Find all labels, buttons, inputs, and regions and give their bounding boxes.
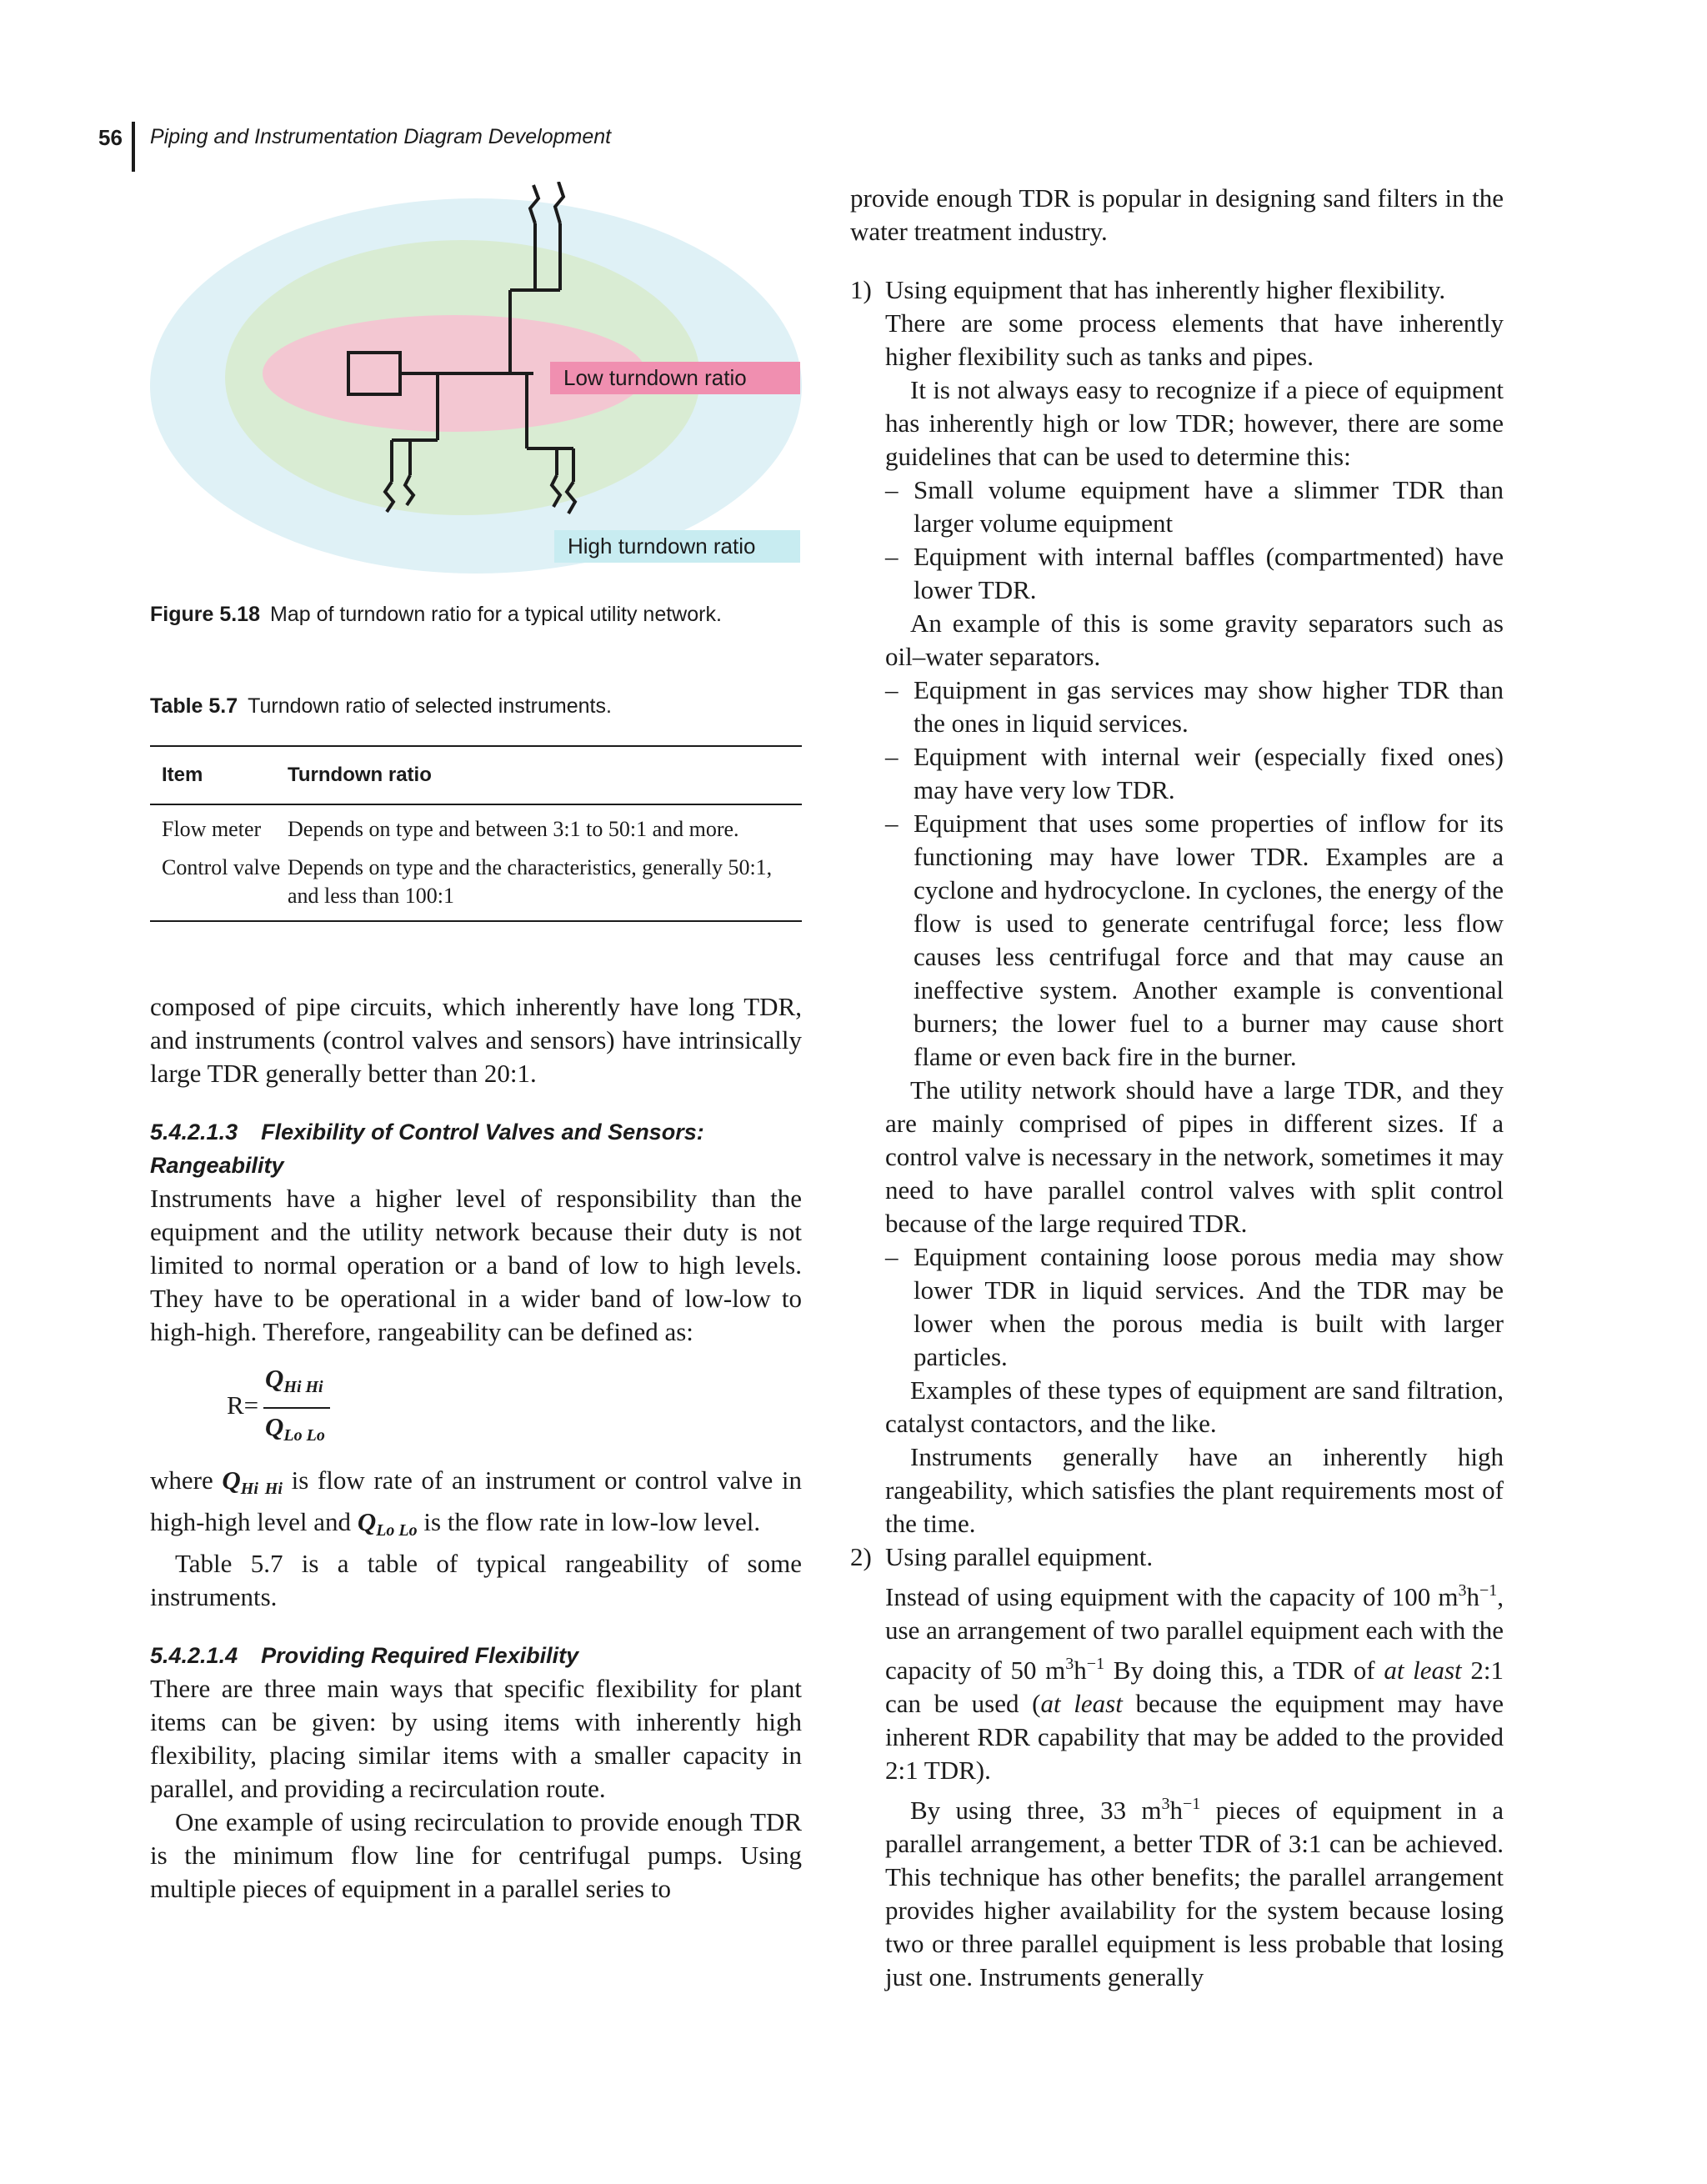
- list-item-1: [850, 273, 1504, 473]
- formula-numerator: $Q_{Hi Hi}$: [265, 1364, 323, 1396]
- table-caption-text: Turndown ratio of selected instruments.: [248, 694, 612, 718]
- right-column: [850, 182, 1504, 1994]
- list-item-paragraph: It is not always easy to recognize if a piece of equipment has inherently high or low TDR; however, there are some guidelines that can be used to determine this:: [885, 375, 1504, 471]
- figure-caption-text: Map of turndown ratio for a typical utility network.: [270, 603, 722, 626]
- list-item-paragraph: The utility network should have a large TDR, and they are mainly comprised of pipes in different sizes. If a control valve is necessary in the network, sometimes it may need to have parallel control valves with split control because of the large required TDR.: [885, 1075, 1504, 1238]
- list-item-title: Using equipment that has inherently higher flexibility.: [885, 275, 1446, 304]
- list-marker: 2): [850, 1542, 872, 1571]
- list-item-paragraph: Instead of using equipment with the capacity of 100 $m^3h^{-1}$, use an arrangement of two parallel equipment each with the capacity of 50 $m^3h^{-1}$ By doing this, a TDR of at least 2:1 can be used (at least because the equipment may have inherent RDR capability that may be added to the provided 2:1 TDR).: [885, 1581, 1504, 1785]
- running-title: Piping and Instrumentation Diagram Development: [150, 125, 612, 148]
- rangeability-formula: [150, 1357, 802, 1455]
- table-header-item: Item: [162, 764, 203, 786]
- figure-caption: [150, 600, 802, 629]
- section-heading-5-4-2-1-3: [150, 1115, 802, 1182]
- bullet-item: – Equipment that uses some properties of inflow for its functioning may have lower TDR. Examples are a cyclone and hydrocyclone. In cyclones, the energy of the flow is used to generate centrifugal force; less flow causes less centrifugal force and that may cause an ineffective system. Another example is conventional burners; the lower fuel to a burner may cause short flame or even back fire in the burner.: [885, 809, 1504, 1071]
- figure-caption-label: Figure 5.18: [150, 603, 260, 626]
- left-paragraph-6: One example of using recirculation to provide enough TDR is the minimum flow line for centrifugal pumps. Using multiple pieces of equipment in a parallel series to: [150, 1807, 802, 1903]
- left-paragraph-4: Table 5.7 is a table of typical rangeability of some instruments.: [150, 1549, 802, 1611]
- bullet-item: – Equipment with internal baffles (compartmented) have lower TDR.: [885, 542, 1504, 604]
- list-item-2: [850, 1540, 1504, 1994]
- section-number: 5.4.2.1.4: [150, 1643, 238, 1668]
- table-cell-ratio: Depends on type and the characteristics, generally 50:1, and less than 100:1: [288, 855, 773, 908]
- table-caption-label: Table 5.7: [150, 694, 238, 718]
- left-paragraph-3: where $Q_{Hi Hi}$ is flow rate of an instrument or control valve in high-high level and $Q_{Lo Lo}$ is the flow rate in low-low level.: [150, 1465, 802, 1540]
- left-paragraph-1: composed of pipe circuits, which inherently have long TDR, and instruments (control valves and sensors) have intrinsically large TDR generally better than 20:1.: [150, 992, 802, 1088]
- left-column: [150, 182, 802, 1906]
- bullet-item: – Equipment containing loose porous media may show lower TDR in liquid services. And the TDR may be lower when the porous media is built with larger particles.: [885, 1242, 1504, 1371]
- left-paragraph-5: There are three main ways that specific flexibility for plant items can be given: by using items with inherently high flexibility, placing similar items with a smaller capacity in parallel, and providing a recirculation route.: [150, 1674, 802, 1803]
- bullet-item: – Equipment with internal weir (especially fixed ones) may have very low TDR.: [885, 742, 1504, 804]
- formula-denominator: $Q_{Lo Lo}$: [265, 1412, 325, 1445]
- list-item-paragraph: By using three, 33 $m^3h^{-1}$ pieces of equipment in a parallel arrangement, a better TDR of 3:1 can be achieved. This technique has other benefits; the parallel arrangement provides higher availability for the system because losing two or three parallel equipment is less probable that losing just one. Instruments generally: [885, 1795, 1504, 1991]
- list-item-paragraph: An example of this is some gravity separators such as oil–water separators.: [885, 609, 1504, 671]
- table-caption: [150, 692, 802, 720]
- fraction-bar: [263, 1407, 330, 1409]
- section-number: 5.4.2.1.3: [150, 1120, 238, 1145]
- page-number: 56: [98, 125, 123, 150]
- formula-lhs: R=: [227, 1390, 259, 1420]
- header-divider: [132, 122, 135, 172]
- low-turndown-label: Low turndown ratio: [550, 362, 800, 394]
- high-turndown-label: High turndown ratio: [554, 530, 800, 563]
- table-row: [150, 805, 802, 844]
- right-paragraph-1: provide enough TDR is popular in designing sand filters in the water treatment industry.: [850, 183, 1504, 246]
- table-row: [150, 844, 802, 920]
- list-item-paragraph: Instruments generally have an inherently high rangeability, which satisfies the plant requirements most of the time.: [885, 1442, 1504, 1538]
- figure-turndown-map: [150, 182, 802, 574]
- section-title: Flexibility of Control Valves and Sensors: Rangeability: [150, 1120, 704, 1178]
- turndown-table: [150, 745, 802, 922]
- list-item-paragraph: Examples of these types of equipment are sand filtration, catalyst contactors, and the like.: [885, 1375, 1504, 1438]
- table-header-row: [150, 747, 802, 805]
- list-marker: 1): [850, 275, 872, 304]
- table-cell-item: Flow meter: [162, 817, 262, 841]
- section-heading-5-4-2-1-4: [150, 1639, 802, 1672]
- table-header-turndown: Turndown ratio: [288, 764, 432, 786]
- section-title: Providing Required Flexibility: [261, 1643, 579, 1668]
- bullet-item: – Equipment in gas services may show higher TDR than the ones in liquid services.: [885, 675, 1504, 738]
- list-item-paragraph: There are some process elements that have inherently higher flexibility such as tanks and pipes.: [885, 308, 1504, 371]
- bullet-item: – Small volume equipment have a slimmer TDR than larger volume equipment: [885, 475, 1504, 538]
- table-cell-ratio: Depends on type and between 3:1 to 50:1 and more.: [288, 817, 739, 841]
- left-paragraph-2: Instruments have a higher level of responsibility than the equipment and the utility network because their duty is not limited to normal operation or a band of low to high levels. They have to be operational in a wider band of low-low to high-high. Therefore, rangeability can be defined as:: [150, 1184, 802, 1346]
- list-item-title: Using parallel equipment.: [885, 1542, 1154, 1571]
- table-cell-item: Control valve: [162, 855, 281, 879]
